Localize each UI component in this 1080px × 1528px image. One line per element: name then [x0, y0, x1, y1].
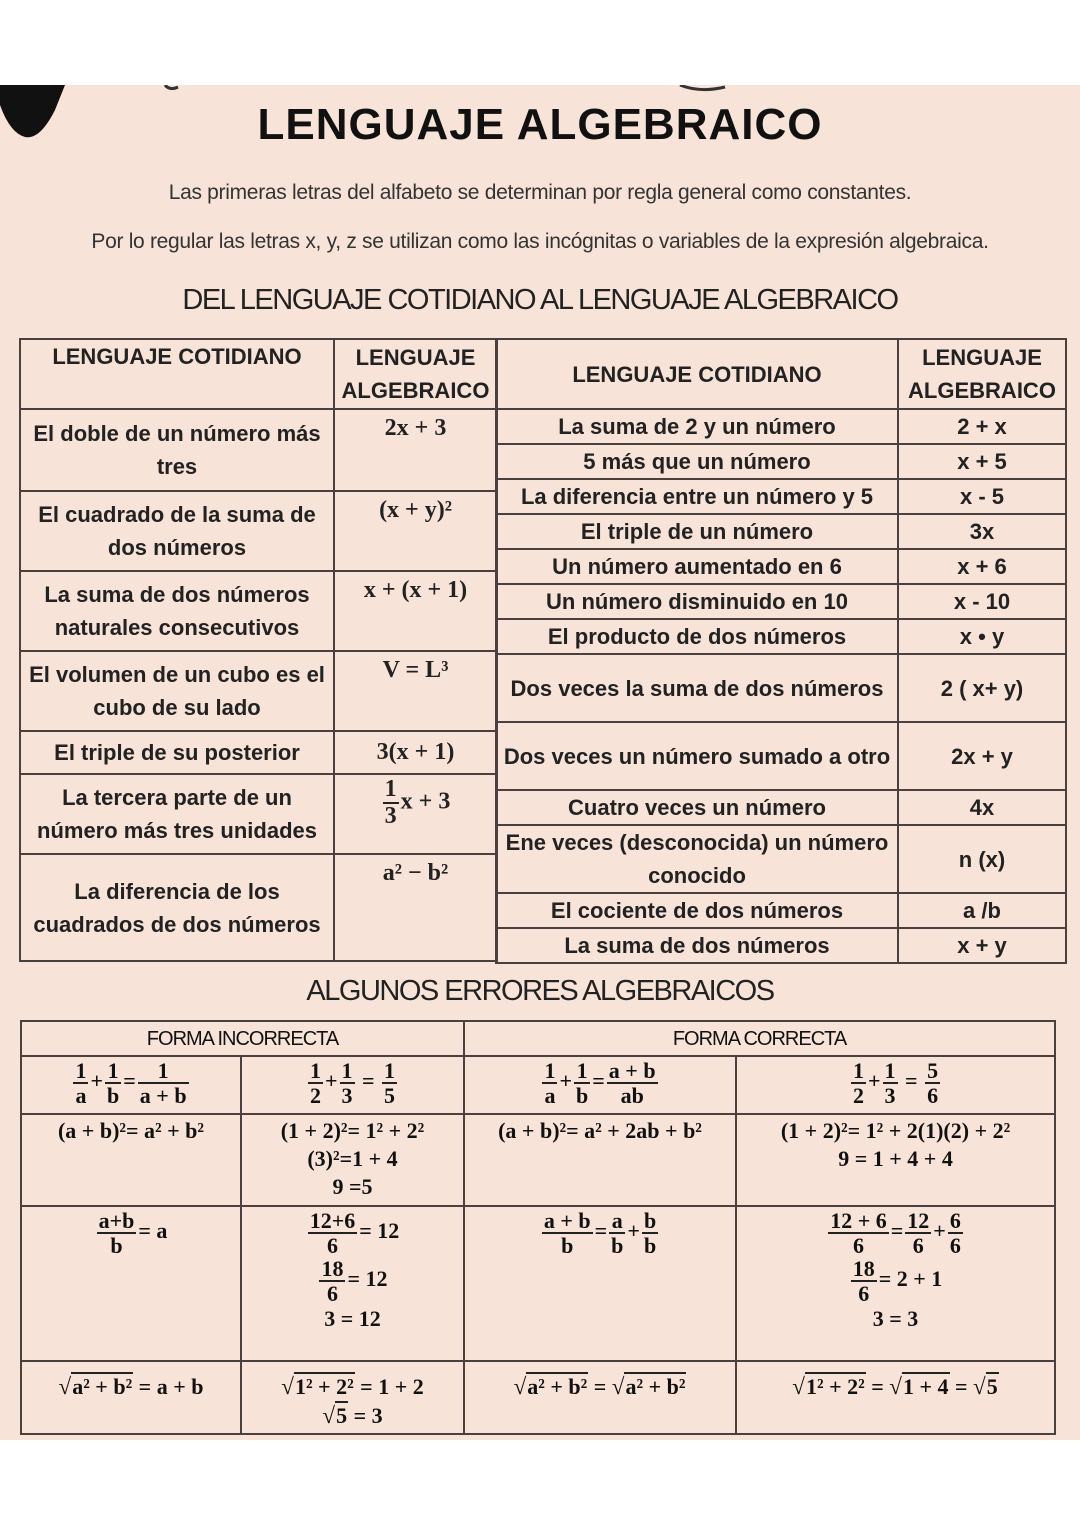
denominator: a — [544, 1083, 556, 1109]
right-translation-table — [495, 338, 1067, 964]
table-row — [496, 549, 1066, 584]
radical-sign-icon: √ — [611, 1373, 625, 1399]
fraction — [925, 1059, 940, 1107]
numerator: 1 — [544, 1058, 556, 1083]
formula-line — [339, 857, 492, 890]
header-incorrect-form: FORMA INCORRECTA — [21, 1021, 464, 1056]
denominator: 3 — [884, 1083, 896, 1109]
formula-text: = 3 — [348, 1403, 383, 1428]
table-row — [21, 1206, 1055, 1361]
fraction — [308, 1209, 358, 1257]
correct-form-cell — [736, 1056, 1055, 1114]
denominator: ab — [620, 1083, 644, 1109]
page-title: LENGUAJE ALGEBRAICO — [257, 100, 823, 149]
expression-cell — [334, 774, 497, 854]
formula-line — [246, 1257, 459, 1305]
formula-line — [469, 1372, 731, 1401]
table-row — [496, 409, 1066, 444]
denominator: a + b — [139, 1083, 187, 1109]
table-row — [21, 1361, 1055, 1434]
fraction — [851, 1059, 866, 1107]
header-algebraico: LENGUAJE ALGEBRAICO — [334, 339, 497, 409]
formula-text: (a + b)²= a² + b² — [57, 1118, 205, 1143]
radicand: a² + b² — [625, 1374, 686, 1399]
radical-sign-icon: √ — [889, 1373, 902, 1399]
formula-line — [339, 654, 492, 687]
formula-line — [246, 1059, 459, 1107]
formula-text: = a + b — [133, 1374, 204, 1399]
numerator: a + b — [543, 1208, 591, 1233]
formula-line — [469, 1059, 731, 1107]
formula-text: 2x + 3 — [384, 415, 447, 441]
radicand: a² + b² — [72, 1374, 133, 1399]
formula-text: a² − b² — [382, 860, 449, 886]
table-row — [20, 731, 497, 774]
expression-cell: x + y — [898, 928, 1066, 963]
square-root — [281, 1374, 354, 1399]
phrase-cell: La suma de dos números — [496, 928, 898, 963]
incorrect-form-cell — [21, 1056, 241, 1114]
numerator: b — [643, 1208, 657, 1233]
formula-text: x + (x + 1) — [363, 577, 468, 603]
formula-text: = — [123, 1068, 136, 1094]
square-root — [59, 1374, 134, 1399]
fraction — [905, 1209, 931, 1257]
numerator: 1 — [884, 1058, 896, 1083]
fraction — [308, 1059, 323, 1107]
fraction — [138, 1059, 189, 1107]
numerator: 1 — [574, 1059, 590, 1084]
formula-text: = — [899, 1068, 924, 1094]
denominator: 6 — [852, 1233, 864, 1259]
formula-line — [26, 1059, 236, 1107]
fraction — [948, 1209, 963, 1257]
numerator: 1 — [138, 1059, 189, 1084]
expression-cell — [334, 731, 497, 774]
table-row — [496, 722, 1066, 790]
intro-constants: Las primeras letras del alfabeto se determinan por regla general como constantes. — [168, 181, 912, 204]
phrase-cell: Cuatro veces un número — [496, 790, 898, 825]
fraction — [574, 1059, 590, 1107]
expression-cell — [334, 571, 497, 651]
table-row — [496, 893, 1066, 928]
numerator: 5 — [927, 1058, 939, 1083]
table-row — [496, 928, 1066, 963]
formula-text: (3)²=1 + 4 — [307, 1146, 398, 1171]
formula-line — [246, 1305, 459, 1333]
formula-text: x + 3 — [400, 788, 451, 815]
table-row — [496, 790, 1066, 825]
phrase-cell: El volumen de un cubo es el cubo de su lado — [20, 651, 334, 731]
expression-cell — [334, 491, 497, 571]
table-row — [496, 654, 1066, 722]
fraction — [542, 1059, 557, 1107]
formula-text: = 1 + 2 — [354, 1374, 424, 1399]
correct-form-cell — [736, 1361, 1055, 1434]
incorrect-form-cell — [241, 1361, 464, 1434]
expression-cell: x • y — [898, 619, 1066, 654]
fraction — [542, 1209, 593, 1257]
formula-line — [339, 412, 492, 445]
numerator: 1 — [75, 1058, 87, 1083]
expression-cell: 4x — [898, 790, 1066, 825]
denominator: 5 — [384, 1083, 396, 1109]
formula-text: 9 =5 — [332, 1174, 373, 1199]
formula-text: 3 = 12 — [324, 1306, 381, 1332]
denominator: a — [75, 1083, 87, 1109]
radical-sign-icon: √ — [322, 1402, 336, 1428]
radical-sign-icon: √ — [281, 1373, 294, 1399]
square-root — [889, 1374, 949, 1399]
formula-text: 3 = 3 — [872, 1306, 919, 1332]
correct-form-cell — [736, 1206, 1055, 1361]
fraction — [883, 1059, 898, 1107]
table-row — [20, 651, 497, 731]
formula-line — [741, 1257, 1050, 1305]
formula-text: = — [865, 1374, 890, 1399]
correct-form-cell — [464, 1361, 736, 1434]
header-cotidiano: LENGUAJE COTIDIANO — [496, 339, 898, 409]
fraction — [73, 1059, 88, 1107]
denominator: b — [611, 1233, 624, 1259]
expression-cell: n (x) — [898, 825, 1066, 893]
denominator: b — [576, 1083, 589, 1109]
formula-text: + — [324, 1068, 338, 1094]
table-row — [496, 584, 1066, 619]
formula-text: = — [592, 1068, 605, 1094]
phrase-cell: La tercera parte de un número más tres unidades — [20, 774, 334, 854]
formula-line — [246, 1173, 459, 1201]
table-row — [20, 571, 497, 651]
formula-text: = 12 — [347, 1266, 388, 1292]
phrase-cell: El doble de un número más tres — [20, 409, 334, 491]
phrase-cell: 5 más que un número — [496, 444, 898, 479]
formula-line — [339, 736, 492, 769]
denominator: 2 — [852, 1083, 864, 1109]
formula-line — [339, 777, 492, 829]
radicand: 1² + 2² — [805, 1374, 865, 1399]
square-root — [973, 1374, 999, 1399]
table-row — [496, 479, 1066, 514]
square-root — [322, 1403, 348, 1428]
numerator: 12+6 — [309, 1208, 356, 1233]
phrase-cell: El triple de un número — [496, 514, 898, 549]
expression-cell: x + 5 — [898, 444, 1066, 479]
denominator: b — [106, 1083, 120, 1109]
formula-line — [741, 1372, 1050, 1401]
fraction — [642, 1209, 658, 1257]
numerator: 6 — [949, 1208, 961, 1233]
radical-sign-icon: √ — [792, 1373, 805, 1399]
incorrect-form-cell — [241, 1056, 464, 1114]
phrase-cell: La suma de 2 y un número — [496, 409, 898, 444]
incorrect-form-cell — [21, 1206, 241, 1361]
formula-text: + — [867, 1068, 881, 1094]
numerator: 18 — [852, 1256, 875, 1282]
denominator: 2 — [309, 1083, 321, 1109]
incorrect-form-cell — [21, 1361, 241, 1434]
formula-line — [26, 1372, 236, 1401]
fraction — [851, 1257, 877, 1305]
formula-text: + — [627, 1218, 640, 1244]
formula-line — [26, 1209, 236, 1257]
formula-text: = — [890, 1218, 904, 1244]
denominator: 6 — [927, 1083, 939, 1109]
radicand: 1 + 4 — [902, 1374, 949, 1399]
phrase-cell: Dos veces un número sumado a otro — [496, 722, 898, 790]
correct-form-cell — [464, 1056, 736, 1114]
numerator: 1 — [341, 1058, 353, 1083]
denominator: b — [561, 1233, 574, 1259]
table-row — [20, 774, 497, 854]
radical-sign-icon: √ — [973, 1373, 986, 1399]
formula-line — [26, 1117, 236, 1145]
formula-text: = a — [138, 1218, 168, 1244]
expression-cell: x - 10 — [898, 584, 1066, 619]
denominator: 6 — [858, 1281, 870, 1307]
denominator: 6 — [326, 1281, 338, 1307]
formula-line — [246, 1401, 459, 1430]
phrase-cell: La diferencia de los cuadrados de dos números — [20, 854, 334, 961]
fraction — [340, 1059, 355, 1107]
formula-text: (x + y)² — [379, 497, 452, 523]
phrase-cell: Dos veces la suma de dos números — [496, 654, 898, 722]
table-row — [496, 514, 1066, 549]
formula-line — [741, 1117, 1050, 1145]
table-row — [21, 1056, 1055, 1114]
header-algebraico: LENGUAJE ALGEBRAICO — [898, 339, 1066, 409]
radicand: 5 — [336, 1403, 348, 1428]
formula-line — [339, 574, 492, 607]
correct-form-cell — [464, 1114, 736, 1206]
numerator: 12 + 6 — [830, 1208, 887, 1233]
expression-cell — [334, 409, 497, 491]
numerator: 1 — [383, 777, 399, 804]
denominator: 6 — [912, 1233, 924, 1259]
fraction — [97, 1209, 137, 1257]
radical-sign-icon: √ — [513, 1373, 527, 1399]
formula-text: 3(x + 1) — [376, 739, 455, 765]
table-row — [21, 1114, 1055, 1206]
expression-cell — [334, 854, 497, 961]
expression-cell: 2 ( x+ y) — [898, 654, 1066, 722]
expression-cell: 2 + x — [898, 409, 1066, 444]
algebraic-errors-table — [20, 1020, 1056, 1435]
phrase-cell: La suma de dos números naturales consecutivos — [20, 571, 334, 651]
table-row — [496, 619, 1066, 654]
square-root — [514, 1374, 589, 1399]
formula-line — [246, 1209, 459, 1257]
incorrect-form-cell — [241, 1114, 464, 1206]
expression-cell: x - 5 — [898, 479, 1066, 514]
numerator: 18 — [321, 1256, 344, 1282]
radical-sign-icon: √ — [58, 1373, 72, 1399]
expression-cell: x + 6 — [898, 549, 1066, 584]
denominator: 6 — [949, 1233, 961, 1259]
expression-cell: 3x — [898, 514, 1066, 549]
phrase-cell: Ene veces (desconocida) un número conocido — [496, 825, 898, 893]
numerator: a — [609, 1209, 625, 1234]
radicand: 1² + 2² — [294, 1374, 354, 1399]
formula-line — [741, 1059, 1050, 1107]
radicand: a² + b² — [527, 1374, 588, 1399]
formula-text: (a + b)²= a² + 2ab + b² — [498, 1118, 702, 1143]
numerator: 1 — [309, 1058, 321, 1083]
correct-form-cell — [736, 1114, 1055, 1206]
formula-text: = — [588, 1374, 612, 1399]
formula-text: + — [559, 1068, 572, 1094]
formula-line — [246, 1117, 459, 1145]
phrase-cell: Un número disminuido en 10 — [496, 584, 898, 619]
expression-cell: a /b — [898, 893, 1066, 928]
fraction — [382, 1059, 397, 1107]
formula-text: + — [90, 1068, 103, 1094]
incorrect-form-cell — [21, 1114, 241, 1206]
fraction — [319, 1257, 345, 1305]
fraction — [828, 1209, 889, 1257]
phrase-cell: El cuadrado de la suma de dos números — [20, 491, 334, 571]
square-root — [612, 1374, 687, 1399]
table-row — [496, 444, 1066, 479]
formula-line — [741, 1145, 1050, 1173]
formula-line — [246, 1145, 459, 1173]
formula-line — [741, 1209, 1050, 1257]
formula-line — [469, 1209, 731, 1257]
table-row — [20, 409, 497, 491]
phrase-cell: Un número aumentado en 6 — [496, 549, 898, 584]
left-translation-table — [19, 338, 498, 962]
formula-text: = 2 + 1 — [878, 1266, 943, 1292]
header-cotidiano: LENGUAJE COTIDIANO — [20, 339, 334, 409]
radicand: 5 — [986, 1374, 998, 1399]
table-row — [496, 825, 1066, 893]
formula-text: V = L³ — [382, 657, 449, 683]
formula-text: + — [933, 1218, 946, 1244]
fraction — [609, 1209, 625, 1257]
numerator: 1 — [384, 1058, 396, 1083]
section-title-errors: ALGUNOS ERRORES ALGEBRAICOS — [306, 975, 774, 1007]
numerator: 1 — [852, 1058, 864, 1083]
denominator: 6 — [326, 1233, 338, 1259]
expression-cell: 2x + y — [898, 722, 1066, 790]
formula-line — [469, 1117, 731, 1145]
formula-text: = 12 — [359, 1218, 400, 1244]
denominator: 3 — [384, 803, 397, 830]
incorrect-form-cell — [241, 1206, 464, 1361]
formula-text: = — [594, 1218, 608, 1244]
formula-text: = — [949, 1374, 974, 1399]
numerator: 1 — [105, 1059, 121, 1084]
expression-cell — [334, 651, 497, 731]
section-title-translation: DEL LENGUAJE COTIDIANO AL LENGUAJE ALGEBRAICO — [182, 284, 898, 316]
formula-line — [339, 494, 492, 527]
phrase-cell: La diferencia entre un número y 5 — [496, 479, 898, 514]
phrase-cell: El producto de dos números — [496, 619, 898, 654]
phrase-cell: El cociente de dos números — [496, 893, 898, 928]
intro-variables: Por lo regular las letras x, y, z se utilizan como las incógnitas o variables de la expresión algebraica. — [91, 230, 989, 253]
denominator: b — [643, 1233, 657, 1259]
numerator: a + b — [608, 1058, 656, 1083]
fraction — [607, 1059, 658, 1107]
formula-text: (1 + 2)²= 1² + 2(1)(2) + 2² — [780, 1118, 1011, 1143]
formula-line — [741, 1305, 1050, 1333]
header-correct-form: FORMA CORRECTA — [464, 1021, 1055, 1056]
square-root — [792, 1374, 865, 1399]
table-row — [20, 854, 497, 961]
numerator: a+b — [98, 1208, 135, 1233]
numerator: 12 — [907, 1208, 930, 1233]
phrase-cell: El triple de su posterior — [20, 731, 334, 774]
formula-text: (1 + 2)²= 1² + 2² — [280, 1118, 425, 1143]
formula-text: 9 = 1 + 4 + 4 — [838, 1146, 953, 1171]
fraction — [383, 777, 399, 829]
formula-text: = — [356, 1068, 381, 1094]
table-row — [20, 491, 497, 571]
denominator: 3 — [341, 1083, 353, 1109]
formula-line — [246, 1372, 459, 1401]
fraction — [105, 1059, 121, 1107]
denominator: b — [110, 1233, 123, 1259]
correct-form-cell — [464, 1206, 736, 1361]
